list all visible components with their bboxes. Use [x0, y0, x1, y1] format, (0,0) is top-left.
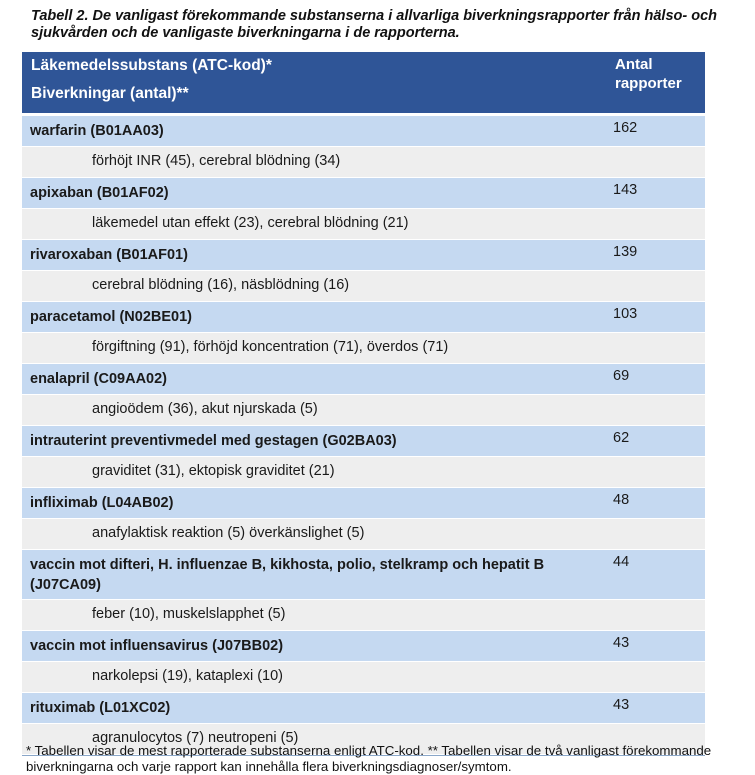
reactions-row [22, 457, 705, 488]
table-footnote: * Tabellen visar de mest rapporterade substanserna enligt ATC-kod. ** Tabellen visar de två vanligast förekommande biverkningarna och varje rapport kan innehålla flera biverkningsdiagnoser/symtom. [26, 743, 712, 774]
report-count: 69 [613, 368, 630, 384]
reactions-text: förhöjt INR (45), cerebral blödning (34) [92, 153, 341, 169]
substance-name: vaccin mot difteri, H. influenzae B, kikhosta, polio, stelkramp och hepatit B (J07CA09) [30, 557, 545, 593]
substance-name: rivaroxaban (B01AF01) [30, 247, 188, 263]
substance-name: paracetamol (N02BE01) [30, 309, 192, 325]
substance-row [22, 302, 705, 333]
reactions-text: narkolepsi (19), kataplexi (10) [92, 668, 284, 684]
report-count: 44 [613, 554, 630, 570]
table-body [22, 116, 705, 755]
substance-row [22, 178, 705, 209]
substance-row [22, 240, 705, 271]
header-reactions: Biverkningar (antal)** [31, 85, 189, 102]
substance-name: rituximab (L01XC02) [30, 700, 171, 716]
table-header [22, 52, 705, 116]
reactions-text: förgiftning (91), förhöjd koncentration (71), överdos (71) [92, 339, 449, 355]
reactions-row [22, 662, 705, 693]
reactions-row [22, 209, 705, 240]
reactions-row [22, 600, 705, 631]
adverse-reactions-table [22, 52, 705, 756]
report-count: 139 [613, 244, 638, 260]
reactions-text: anafylaktisk reaktion (5) överkänslighet (5) [92, 525, 365, 541]
substance-row [22, 116, 705, 147]
substance-name: intrauterint preventivmedel med gestagen (G02BA03) [30, 433, 397, 449]
reactions-row [22, 519, 705, 550]
reactions-text: läkemedel utan effekt (23), cerebral blödning (21) [92, 215, 409, 231]
substance-row [22, 631, 705, 662]
substance-row [22, 364, 705, 395]
reactions-text: cerebral blödning (16), näsblödning (16) [92, 277, 350, 293]
reactions-row [22, 147, 705, 178]
reactions-text: feber (10), muskelslapphet (5) [92, 606, 286, 622]
substance-name: enalapril (C09AA02) [30, 371, 167, 387]
substance-name: vaccin mot influensavirus (J07BB02) [30, 638, 284, 654]
substance-name: warfarin (B01AA03) [30, 123, 164, 139]
reactions-row [22, 395, 705, 426]
reactions-text: angioödem (36), akut njurskada (5) [92, 401, 318, 417]
report-count: 43 [613, 697, 630, 713]
substance-row [22, 693, 705, 724]
header-report-count: Antal rapporter [615, 56, 682, 92]
report-count: 48 [613, 492, 630, 508]
substance-row [22, 426, 705, 457]
table-caption: Tabell 2. De vanligast förekommande substanserna i allvarliga biverkningsrapporter från hälso- och sjukvården och de vanligaste biverkningarna i de rapporterna. [31, 8, 718, 41]
reactions-text: graviditet (31), ektopisk graviditet (21) [92, 463, 335, 479]
report-count: 143 [613, 182, 638, 198]
report-count: 103 [613, 306, 638, 322]
report-count: 162 [613, 120, 638, 136]
reactions-row [22, 333, 705, 364]
report-count: 62 [613, 430, 630, 446]
substance-name: apixaban (B01AF02) [30, 185, 169, 201]
substance-row [22, 550, 705, 600]
substance-name: infliximab (L04AB02) [30, 495, 174, 511]
report-count: 43 [613, 635, 630, 651]
substance-row [22, 488, 705, 519]
reactions-row [22, 271, 705, 302]
reactions-text: agranulocytos (7) neutropeni (5) [92, 730, 299, 746]
header-substance: Läkemedelssubstans (ATC-kod)* [31, 57, 272, 74]
